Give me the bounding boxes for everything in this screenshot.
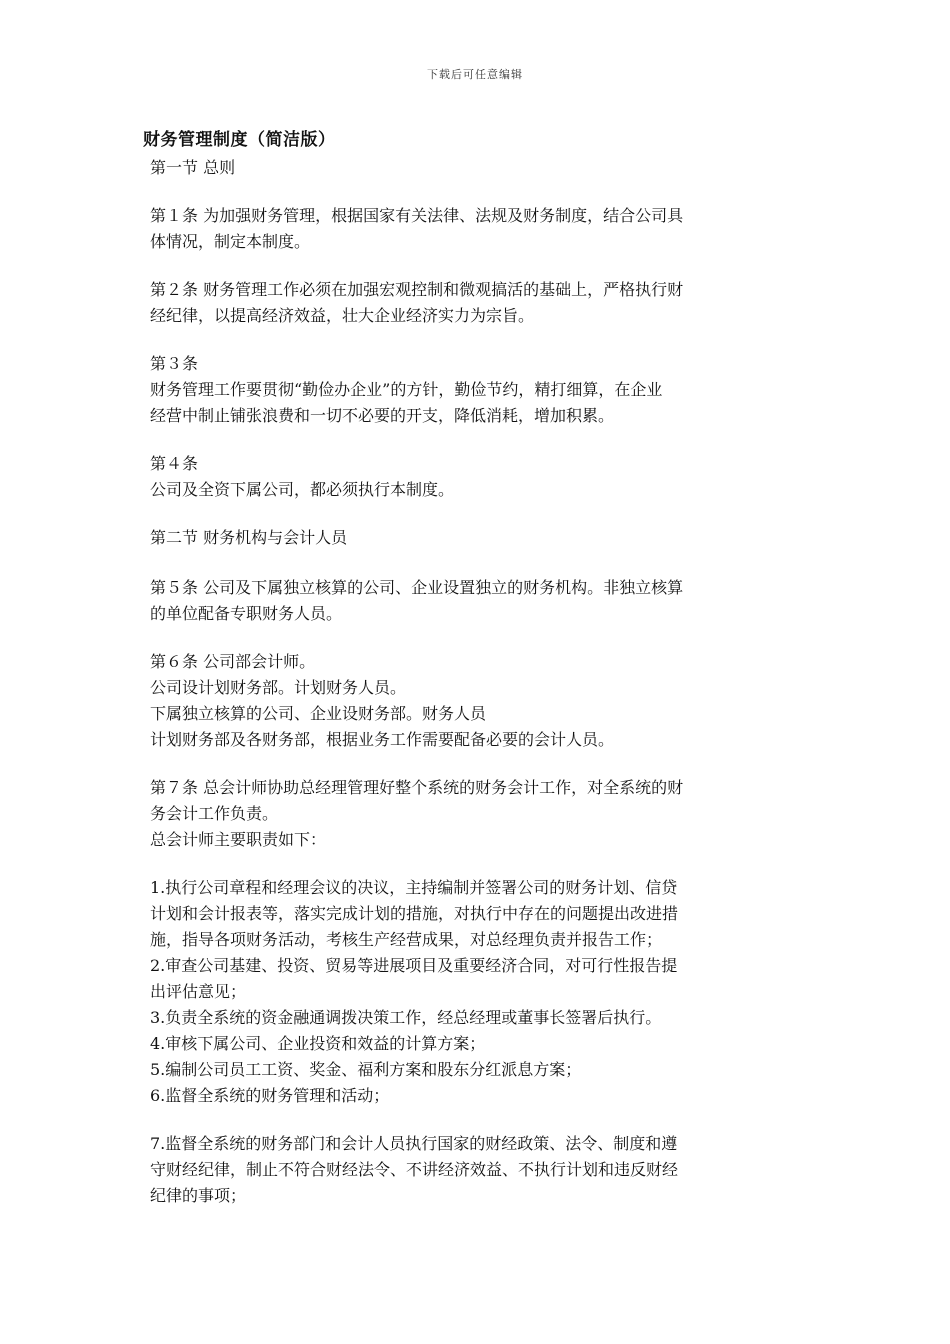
article-line: 总会计师主要职责如下： [150, 830, 327, 849]
article-line: 第７条 总会计师协助总经理管理好整个系统的财务会计工作，对全系统的财 [150, 778, 684, 797]
article-line: 公司设计划财务部。计划财务人员。 [150, 678, 407, 697]
section-heading-text: 第一节 总则 [150, 158, 236, 177]
article-line: 务会计工作负责。 [150, 804, 279, 823]
duty-line: 5.编制公司员工工资、奖金、福利方案和股东分红派息方案； [150, 1060, 582, 1079]
duty-line: 施，指导各项财务活动，考核生产经营成果，对总经理负责并报告工作； [150, 930, 663, 949]
duty-line: 3.负责全系统的资金融通调拨决策工作，经总经理或董事长签署后执行。 [150, 1008, 662, 1027]
duty-line: 纪律的事项； [150, 1186, 247, 1205]
article-line: 计划财务部及各财务部，根据业务工作需要配备必要的会计人员。 [150, 730, 615, 749]
article-line: 经纪律，以提高经济效益，壮大企业经济实力为宗旨。 [150, 306, 535, 325]
article-line: 公司及全资下属公司，都必须执行本制度。 [150, 480, 455, 499]
duty-line: 6.监督全系统的财务管理和活动； [150, 1086, 390, 1105]
duties-list-a [150, 875, 800, 1109]
section-heading-finance-org [150, 525, 800, 551]
article-line: 下属独立核算的公司、企业设财务部。财务人员 [150, 704, 487, 723]
article-line: 第６条 公司部会计师。 [150, 652, 316, 671]
page-header-note: 下载后可任意编辑 [427, 68, 523, 81]
document-body [150, 155, 800, 1231]
article-6 [150, 649, 800, 753]
article-1 [150, 203, 800, 255]
duty-line: 7.监督全系统的财务部门和会计人员执行国家的财经政策、法令、制度和遵 [150, 1134, 678, 1153]
article-5 [150, 575, 800, 627]
duty-line: 4.审核下属公司、企业投资和效益的计算方案； [150, 1034, 486, 1053]
article-2 [150, 277, 800, 329]
duty-line: 出评估意见； [150, 982, 247, 1001]
article-line: 财务管理工作要贯彻“勤俭办企业”的方针，勤俭节约，精打细算，在企业 [150, 380, 663, 399]
article-3 [150, 351, 800, 429]
duty-line: 1.执行公司章程和经理会议的决议，主持编制并签署公司的财务计划、信贷 [150, 878, 678, 897]
document-title: 财务管理制度（简洁版） [143, 130, 336, 150]
article-line: 第４条 [150, 454, 199, 473]
section-heading-text: 第二节 财务机构与会计人员 [150, 528, 348, 547]
duty-line: 计划和会计报表等，落实完成计划的措施，对执行中存在的问题提出改进措 [150, 904, 679, 923]
article-line: 第２条 财务管理工作必须在加强宏观控制和微观搞活的基础上，严格执行财 [150, 280, 684, 299]
duties-list-b [150, 1131, 800, 1209]
duty-line: 2.审查公司基建、投资、贸易等进展项目及重要经济合同，对可行性报告提 [150, 956, 678, 975]
article-line: 第１条 为加强财务管理，根据国家有关法律、法规及财务制度，结合公司具 [150, 206, 684, 225]
article-line: 第３条 [150, 354, 199, 373]
article-line: 体情况，制定本制度。 [150, 232, 311, 251]
article-line: 经营中制止铺张浪费和一切不必要的开支，降低消耗，增加积累。 [150, 406, 615, 425]
article-line: 的单位配备专职财务人员。 [150, 604, 343, 623]
duty-line: 守财经纪律，制止不符合财经法令、不讲经济效益、不执行计划和违反财经 [150, 1160, 679, 1179]
article-7 [150, 775, 800, 853]
section-heading-general [150, 155, 800, 181]
article-4 [150, 451, 800, 503]
article-line: 第５条 公司及下属独立核算的公司、企业设置独立的财务机构。非独立核算 [150, 578, 684, 597]
